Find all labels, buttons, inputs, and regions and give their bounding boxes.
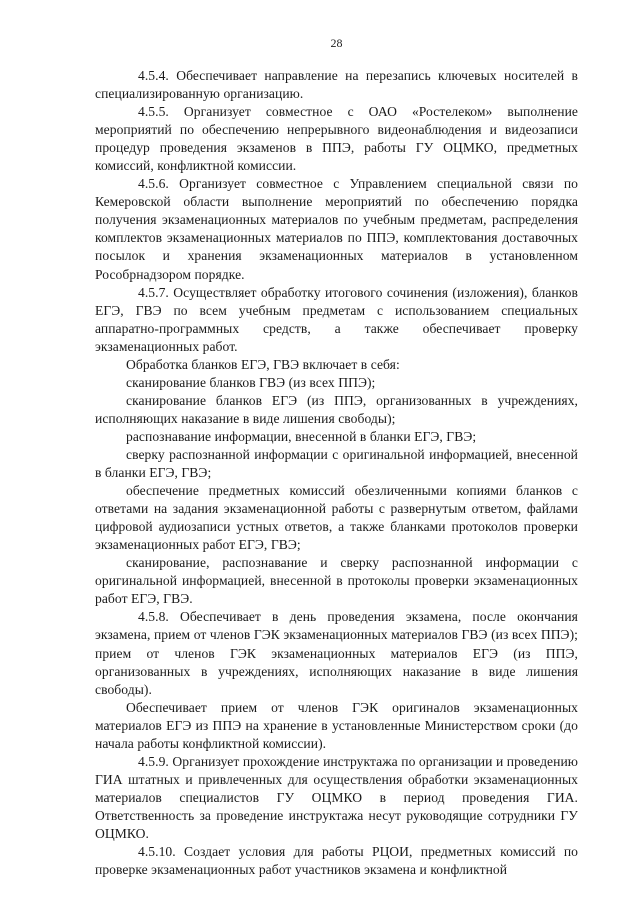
paragraph: распознавание информации, внесенной в бланки ЕГЭ, ГВЭ; xyxy=(126,428,477,444)
paragraph: 4.5.7. Осуществляет обработку итогового сочинения (изложения), бланков ЕГЭ, ГВЭ по всем учебным предметам с использованием специальных аппаратно-программных средств, а также обеспечивает проверку экзаменационных работ. xyxy=(95,284,578,354)
paragraph: Обработка бланков ЕГЭ, ГВЭ включает в себя: xyxy=(126,356,400,372)
paragraph: сканирование бланков ГВЭ (из всех ППЭ); xyxy=(126,374,376,390)
paragraph: Обеспечивает прием от членов ГЭК оригиналов экзаменационных материалов ЕГЭ из ППЭ на хранение в установленные Министерством сроки (до начала работы конфликтной комиссии). xyxy=(95,699,578,751)
page-number: 28 xyxy=(330,36,343,50)
paragraph: 4.5.4. Обеспечивает направление на перезапись ключевых носителей в специализированную организацию. xyxy=(95,68,578,102)
paragraph: 4.5.5. Организует совместное с ОАО «Ростелеком» выполнение мероприятий по обеспечению непрерывного видеонаблюдения и видеозаписи процедур проведения экзаменов в ППЭ, работы ГУ ОЦМКО, предметных комиссий, конфликтной комиссии. xyxy=(95,104,578,174)
paragraph: 4.5.6. Организует совместное с Управлением специальной связи по Кемеровской области выполнение мероприятий по обеспечению порядка получения экзаменационных материалов по учебным предметам, распределения комплектов экзаменационных материалов по ППЭ, комплектования доставочных посылок и хранения экзаменационных материалов в установленном Рособрнадзором порядке. xyxy=(95,176,578,282)
paragraph: обеспечение предметных комиссий обезличенными копиями бланков с ответами на задания экзаменационной работы с развернутым ответом, файлами цифровой аудиозаписи устных ответов, а также бланками протоколов проверки экзаменационных работ ЕГЭ, ГВЭ; xyxy=(95,483,578,553)
paragraph: сканирование, распознавание и сверку распознанной информации с оригинальной информацией, внесенной в протоколы проверки экзаменационных работ ЕГЭ, ГВЭ. xyxy=(95,555,578,607)
paragraph: 4.5.8. Обеспечивает в день проведения экзамена, после окончания экзамена, прием от членов ГЭК экзаменационных материалов ГВЭ (из всех ППЭ); прием от членов ГЭК экзаменационных материалов ЕГЭ (из ППЭ, организованных в учреждениях, исполняющих наказание в виде лишения свободы). xyxy=(95,609,578,697)
document-body xyxy=(95,67,578,879)
paragraph: сверку распознанной информации с оригинальной информацией, внесенной в бланки ЕГЭ, ГВЭ; xyxy=(95,446,578,481)
paragraph: 4.5.9. Организует прохождение инструктажа по организации и проведению ГИА штатных и привлеченных для осуществления обработки экзаменационных материалов специалистов ГУ ОЦМКО в период проведения ГИА. Ответственность за проведение инструктажа несут руководящие сотрудники ГУ ОЦМКО. xyxy=(95,753,578,841)
paragraph: сканирование бланков ЕГЭ (из ППЭ, организованных в учреждениях, исполняющих наказание в виде лишения свободы); xyxy=(95,392,578,426)
paragraph: 4.5.10. Создает условия для работы РЦОИ, предметных комиссий по проверке экзаменационных работ участников экзамена и конфликтной xyxy=(95,844,578,878)
